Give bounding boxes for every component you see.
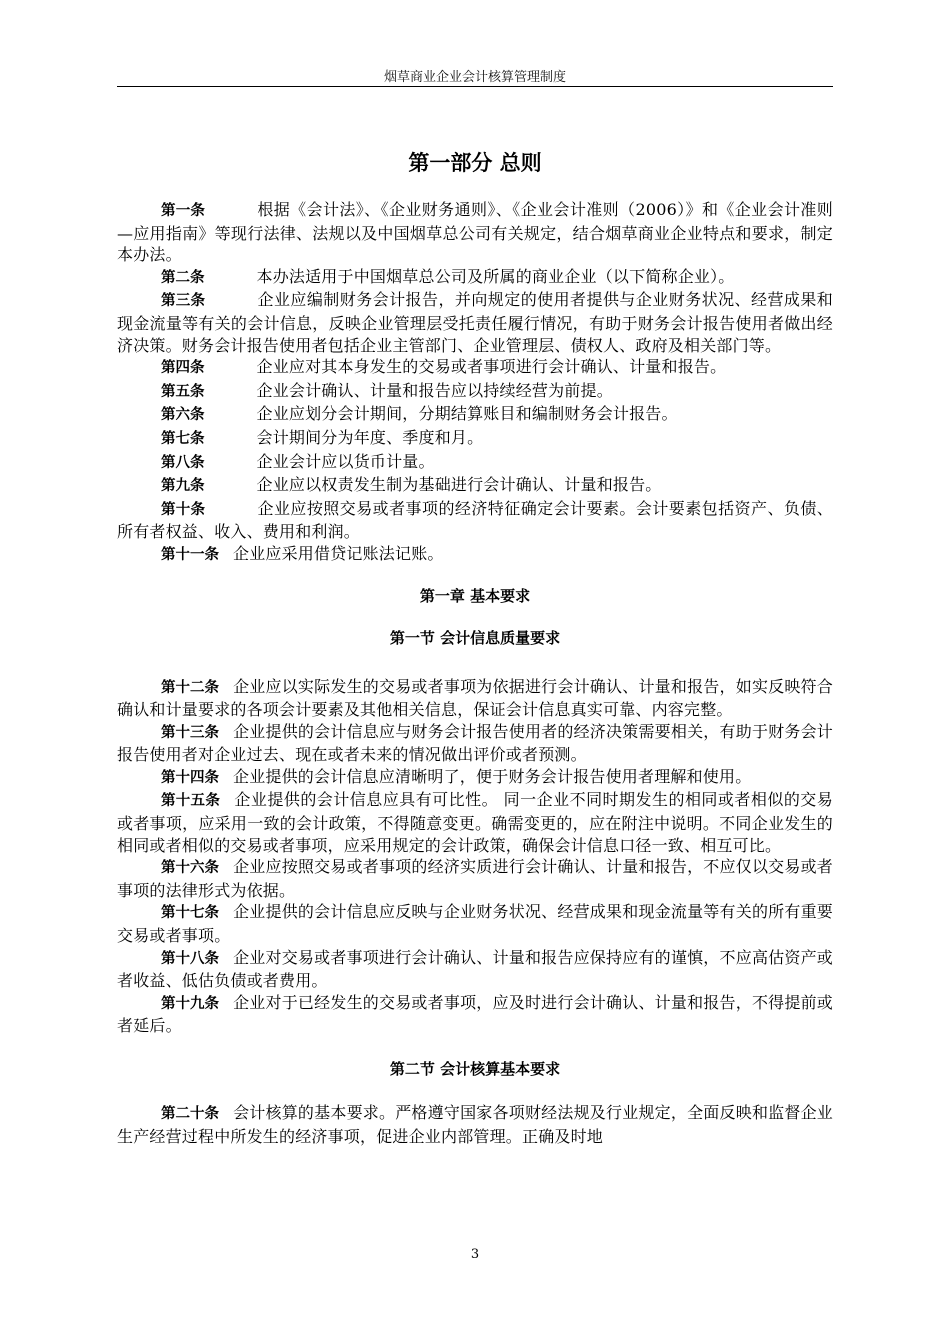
article-text: 企业提供的会计信息应具有可比性。 同一企业不同时期发生的相同或者相似的交易或者事项，应采用一致的会计政策，不得随意变更。确需变更的，应在附注中说明。不同企业发生的相同或者相似的交易或者事项，应采用规定的会计政策，确保会计信息口径一致、相互可比。	[117, 790, 833, 855]
article	[117, 356, 833, 380]
article-label: 第二条	[161, 269, 205, 286]
article-text: 企业应按照交易或者事项的经济实质进行会计确认、计量和报告，不应仅以交易或者事项的法律形式为依据。	[117, 857, 833, 900]
article-text: 企业应编制财务会计报告，并向规定的使用者提供与企业财务状况、经营成果和现金流量等有关的会计信息，反映企业管理层受托责任履行情况，有助于财务会计报告使用者做出经济决策。财务会计报告使用者包括企业主管部门、企业管理层、债权人、政府及相关部门等。	[117, 290, 833, 355]
article-text: 企业会计确认、计量和报告应以持续经营为前提。	[256, 380, 613, 400]
article-label: 第十九条	[161, 995, 220, 1012]
article-label: 第十六条	[161, 860, 220, 877]
article-label: 第十五条	[161, 793, 221, 810]
article-label: 第十三条	[161, 724, 220, 741]
document-body	[117, 145, 833, 1147]
article	[117, 676, 833, 721]
article-text: 企业应划分会计期间，分期结算账目和编制财务会计报告。	[256, 404, 678, 424]
article-label: 第八条	[161, 454, 205, 471]
article-text: 企业应以权责发生制为基础进行会计确认、计量和报告。	[256, 475, 662, 495]
article-text: 企业应以实际发生的交易或者事项为依据进行会计确认、计量和报告，如实反映符合确认和计量要求的各项会计要素及其他相关信息，保证会计信息真实可靠、内容完整。	[117, 676, 833, 720]
article-label: 第三条	[161, 293, 206, 310]
article-label: 第二十条	[161, 1106, 220, 1122]
article	[117, 856, 833, 901]
article-text: 企业应对其本身发生的交易或者事项进行会计确认、计量和报告。	[256, 357, 727, 377]
article-label: 第九条	[161, 478, 205, 495]
article	[117, 721, 833, 766]
article-text: 企业对交易或者事项进行会计确认、计量和报告应保持应有的谨慎，不应高估资产或者收益、低估负债或者费用。	[117, 947, 833, 991]
article-label: 第十四条	[161, 769, 219, 786]
article-text: 会计核算的基本要求。严格遵守国家各项财经法规及行业规定，全面反映和监督企业生产经营过程中所发生的经济事项，促进企业内部管理。正确及时地	[117, 1103, 833, 1146]
article	[117, 451, 833, 475]
article-text: 企业提供的会计信息应反映与企业财务状况、经营成果和现金流量等有关的所有重要交易或者事项。	[117, 902, 833, 946]
article	[117, 543, 833, 567]
article	[117, 474, 833, 498]
article	[117, 266, 833, 290]
article-label: 第十八条	[161, 950, 220, 967]
article-label: 第一条	[161, 203, 206, 219]
article	[117, 199, 833, 266]
chapter-title: 第一章 基本要求	[419, 586, 531, 605]
article	[117, 901, 833, 946]
article-text: 企业会计应以货币计量。	[256, 451, 435, 471]
running-header: 烟草商业企业会计核算管理制度	[383, 70, 566, 85]
article	[117, 947, 833, 992]
article	[117, 427, 833, 451]
general-articles	[117, 199, 833, 567]
article-text: 企业提供的会计信息应清晰明了，便于财务会计报告使用者理解和使用。	[233, 766, 752, 786]
article	[117, 1102, 833, 1147]
section1-articles	[117, 676, 833, 1038]
article	[117, 789, 833, 856]
article-text: 会计期间分为年度、季度和月。	[256, 427, 484, 447]
article-label: 第七条	[161, 430, 205, 447]
article-label: 第十一条	[161, 546, 219, 563]
article-label: 第四条	[161, 360, 205, 377]
article-label: 第六条	[161, 407, 205, 424]
article-label: 第十二条	[161, 679, 220, 696]
article	[117, 289, 833, 356]
article-label: 第十条	[161, 501, 206, 518]
article-label: 第五条	[161, 383, 205, 400]
part-title: 第一部分 总则	[408, 151, 542, 175]
section2-articles	[117, 1102, 833, 1147]
article-text: 根据《会计法》、《企业财务通则》、《企业会计准则（2006）》和《企业会计准则—应用指南》等现行法律、法规以及中国烟草总公司有关规定，结合烟草商业企业特点和要求，制定本办法。	[117, 200, 834, 265]
section-title: 第二节 会计核算基本要求	[389, 1060, 561, 1078]
article	[117, 380, 833, 404]
section-title: 第一节 会计信息质量要求	[389, 628, 561, 647]
page-number: 3	[470, 1247, 480, 1262]
header-rule	[117, 86, 833, 87]
article	[117, 498, 833, 543]
article-text: 企业对于已经发生的交易或者事项，应及时进行会计确认、计量和报告，不得提前或者延后。	[117, 992, 833, 1036]
article-text: 企业提供的会计信息应与财务会计报告使用者的经济决策需要相关，有助于财务会计报告使用者对企业过去、现在或者未来的情况做出评价或者预测。	[117, 721, 833, 765]
article-text: 企业应按照交易或者事项的经济特征确定会计要素。会计要素包括资产、负债、所有者权益、收入、费用和利润。	[117, 498, 833, 542]
article	[117, 992, 833, 1037]
article	[117, 403, 833, 427]
article-text: 企业应采用借贷记账法记账。	[233, 543, 444, 563]
article	[117, 766, 833, 790]
article-text: 本办法适用于中国烟草总公司及所属的商业企业（以下简称企业）。	[256, 266, 735, 286]
article-label: 第十七条	[161, 905, 220, 922]
